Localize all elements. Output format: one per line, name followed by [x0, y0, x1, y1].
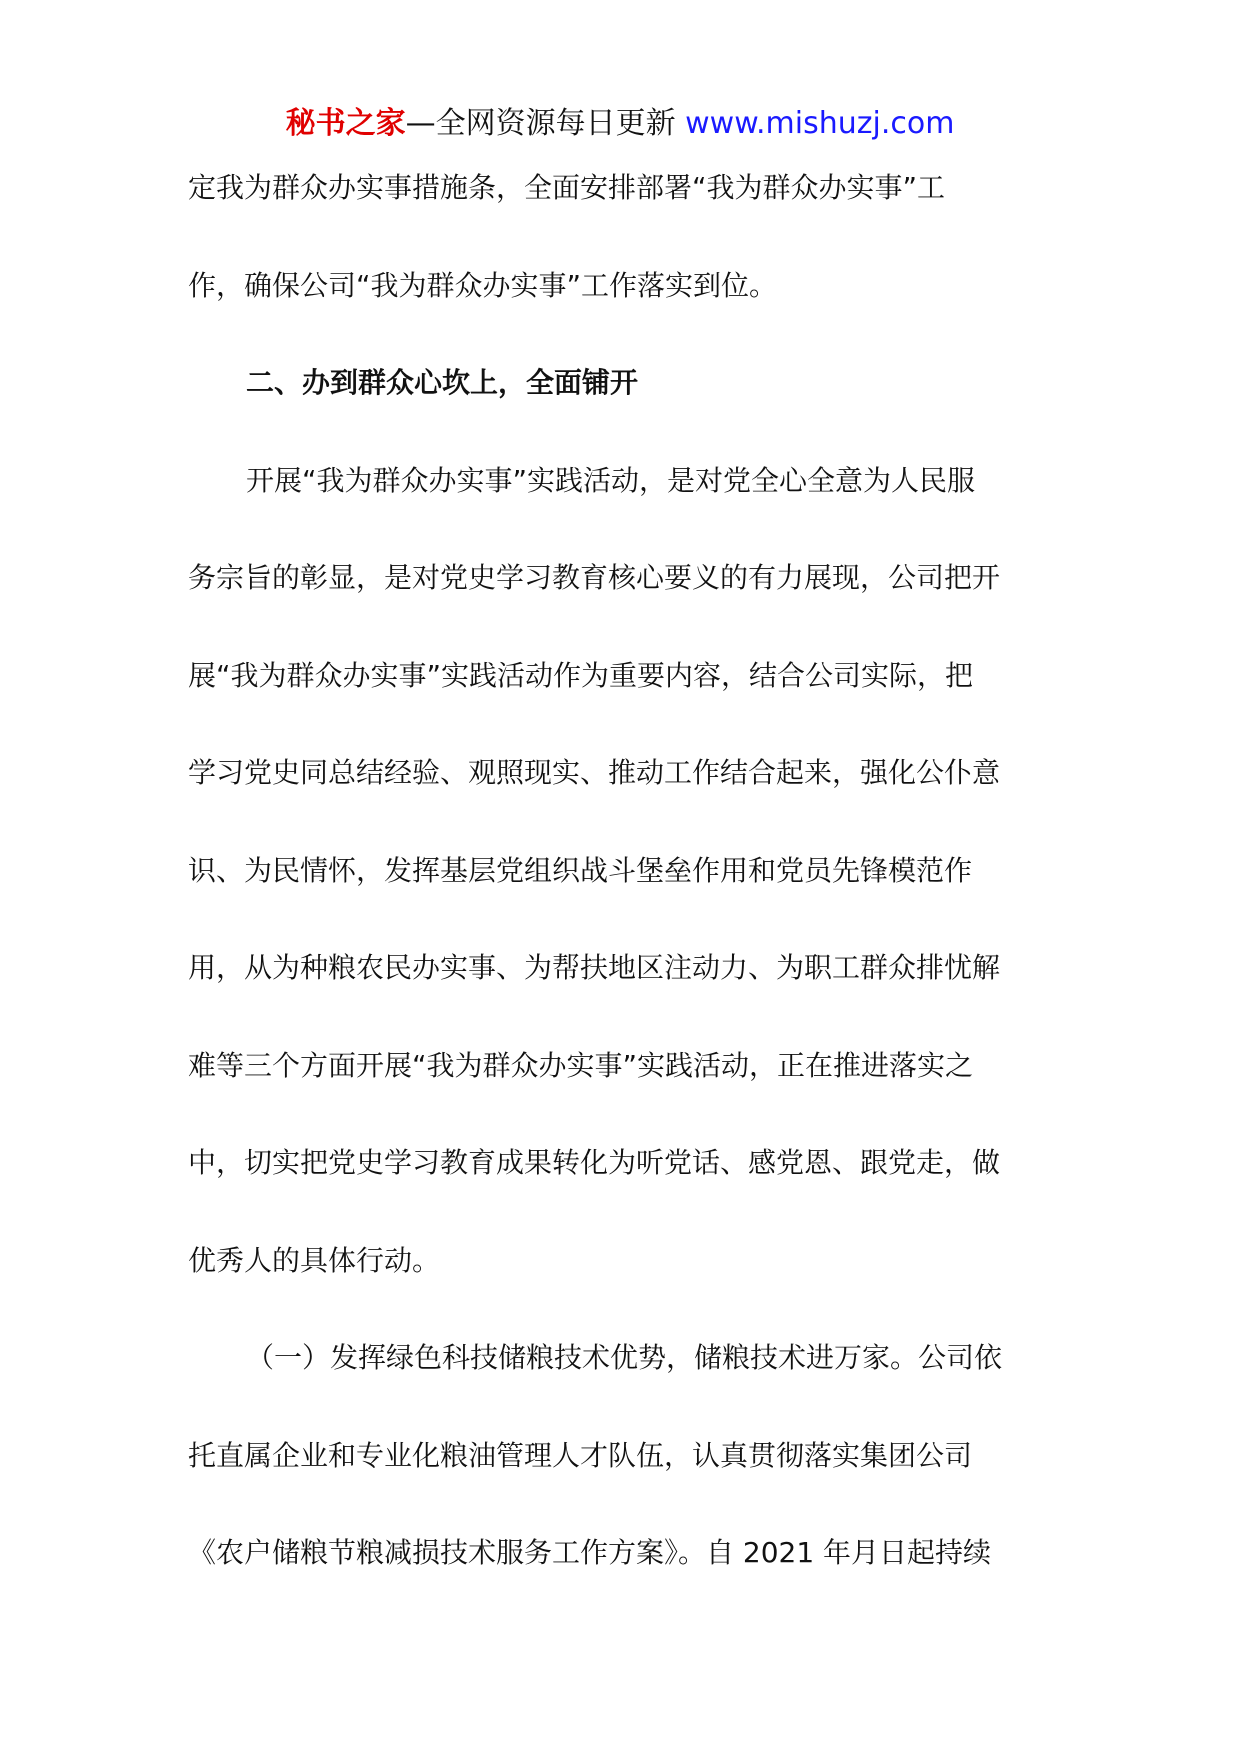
website-link[interactable]: www.mishuzj.com	[685, 106, 955, 141]
text-line: 《农户储粮节粮减损技术服务工作方案》。自 2021 年月日起持续	[188, 1536, 992, 1569]
text-line: 展“我为群众办实事”实践活动作为重要内容，结合公司实际，把	[188, 658, 974, 692]
text-line: 中，切实把党史学习教育成果转化为听党话、感党恩、跟党走，做	[188, 1146, 1001, 1179]
page-header	[0, 104, 1240, 144]
text-line: 识、为民情怀，发挥基层党组织战斗堡垒作用和党员先锋模范作	[188, 853, 973, 887]
text-line: 学习党史同总结经验、观照现实、推动工作结合起来，强化公仆意	[188, 756, 1001, 789]
header-tagline: —全网资源每日更新	[405, 106, 686, 141]
text-line: 务宗旨的彰显，是对党史学习教育核心要义的有力展现，公司把开	[188, 561, 1001, 594]
text-line: 优秀人的具体行动。	[188, 1243, 441, 1277]
brand-name: 秘书之家	[285, 106, 406, 141]
text-line: 难等三个方面开展“我为群众办实事”实践活动，正在推进落实之	[188, 1048, 974, 1082]
text-line: 开展“我为群众办实事”实践活动，是对党全心全意为人民服	[246, 463, 976, 497]
text-line: 托直属企业和专业化粮油管理人才队伍，认真贯彻落实集团公司	[188, 1438, 973, 1472]
text-line: （一）发挥绿色科技储粮技术优势，储粮技术进万家。公司依	[246, 1341, 1003, 1374]
text-line: 定我为群众办实事措施条，全面安排部署“我为群众办实事”工	[188, 171, 946, 204]
section-heading: 二、办到群众心坎上，全面铺开	[246, 366, 639, 399]
document-body	[188, 168, 1056, 1631]
text-line: 用，从为种粮农民办实事、为帮扶地区注动力、为职工群众排忧解	[188, 951, 1001, 984]
text-line: 作，确保公司“我为群众办实事”工作落实到位。	[188, 268, 778, 302]
